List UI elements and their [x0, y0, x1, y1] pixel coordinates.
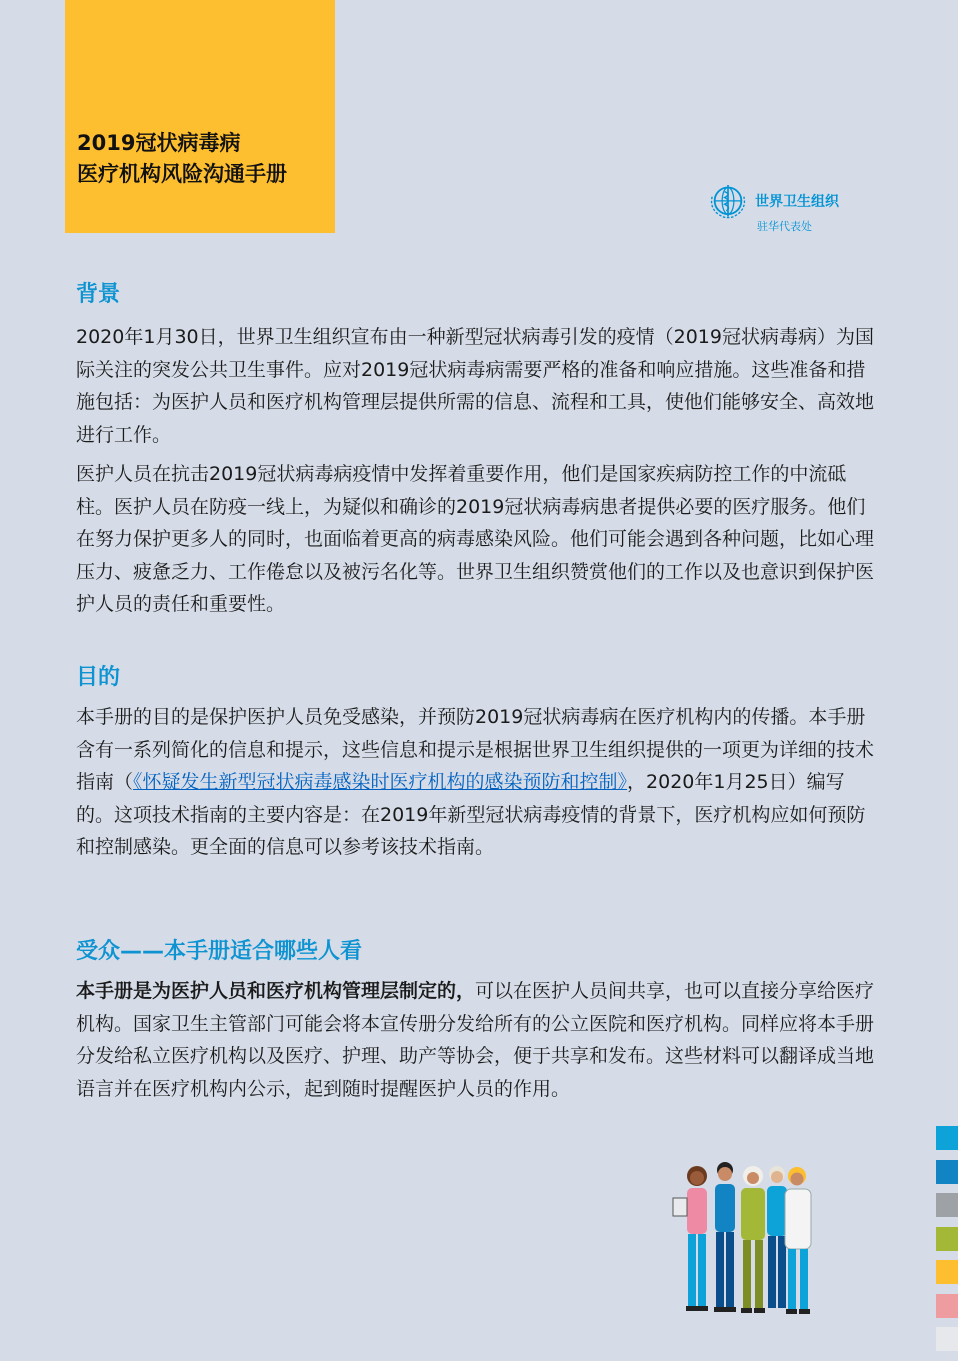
- heading-background: 背景: [76, 282, 121, 307]
- side-tab: [936, 1327, 958, 1351]
- health-workers-illustration: [665, 1156, 825, 1318]
- who-org-name: 世界卫生组织: [755, 194, 839, 210]
- audience-bold-lead: 本手册是为医护人员和医疗机构管理层制定的，: [76, 980, 476, 1002]
- side-tab: [936, 1193, 958, 1217]
- health-worker-5: [785, 1167, 811, 1314]
- who-office-name: 驻华代表处: [757, 220, 812, 233]
- side-tab: [936, 1160, 958, 1184]
- who-emblem-icon: [703, 180, 753, 230]
- side-tab: [936, 1126, 958, 1150]
- background-paragraph-1: 2020年1月30日，世界卫生组织宣布由一种新型冠状病毒引发的疫情（2019冠状病毒病）为国际关注的突发公共卫生事件。应对2019冠状病毒病需要严格的准备和响应措施。这些准备和措施包括：为医护人员和医疗机构管理层提供所需的信息、流程和工具，使他们能够安全、高效地进行工作。: [76, 326, 875, 446]
- title-box: [65, 0, 335, 233]
- purpose-text-before-link: 本手册的目的是保护医护人员免受感染，并预防2019冠状病毒病在医疗机构内的传播。本手册含有一系列简化的信息和提示，这些信息和提示是根据世界卫生组织提供的一项更为详细的技术指南（: [76, 706, 875, 794]
- health-worker-3: [741, 1166, 765, 1313]
- purpose-paragraph: [76, 701, 876, 864]
- title-line-2: 医疗机构风险沟通手册: [77, 162, 287, 186]
- title-line-1: 2019冠状病毒病: [77, 131, 241, 155]
- side-tab: [936, 1260, 958, 1284]
- heading-purpose: 目的: [76, 665, 121, 690]
- side-color-tabs: [936, 1126, 958, 1361]
- background-paragraph-2: 医护人员在抗击2019冠状病毒病疫情中发挥着重要作用，他们是国家疾病防控工作的中流砥柱。医护人员在防疫一线上，为疑似和确诊的2019冠状病毒病患者提供必要的医疗服务。他们在努力保护更多人的同时，也面临着更高的病毒感染风险。他们可能会遇到各种问题，比如心理压力、疲惫乏力、工作倦怠以及被污名化等。世界卫生组织赞赏他们的工作以及也意识到保护医护人员的责任和重要性。: [76, 463, 875, 616]
- audience-paragraph: [76, 975, 876, 1105]
- health-worker-2: [714, 1162, 736, 1312]
- health-worker-4: [767, 1166, 787, 1308]
- side-tab: [936, 1227, 958, 1251]
- side-tab: [936, 1294, 958, 1318]
- audience-text: 可以在医护人员间共享，也可以直接分享给医疗机构。国家卫生主管部门可能会将本宣传册分发给所有的公立医院和医疗机构。同样应将本手册分发给私立医疗机构以及医疗、护理、助产等协会，便于共享和发布。这些材料可以翻译成当地语言并在医疗机构内公示，起到随时提醒医护人员的作用。: [76, 980, 875, 1100]
- purpose-text-after-link: ，2020年1月25日）编写的。这项技术指南的主要内容是：在2019年新型冠状病毒疫情的背景下，医疗机构应如何预防和控制感染。更全面的信息可以参考该技术指南。: [76, 771, 866, 859]
- technical-guideline-link[interactable]: 《怀疑发生新型冠状病毒感染时医疗机构的感染预防和控制》: [133, 771, 628, 794]
- heading-audience: 受众——本手册适合哪些人看: [76, 939, 363, 964]
- health-worker-1: [673, 1166, 708, 1311]
